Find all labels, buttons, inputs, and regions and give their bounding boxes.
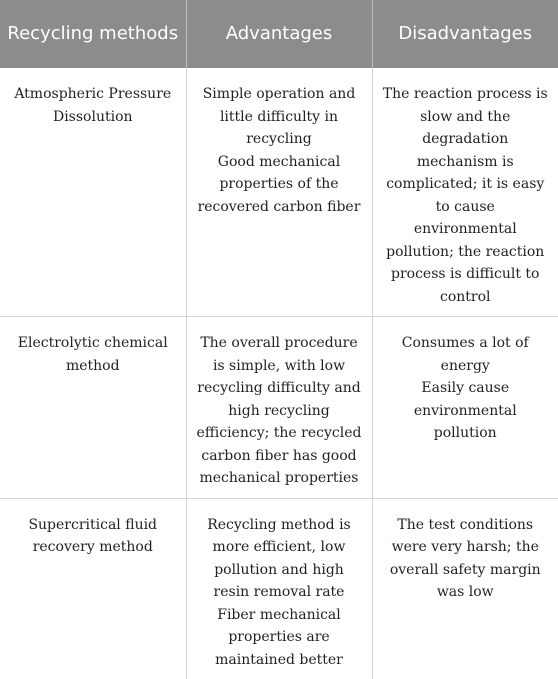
cell-text: Recycling method is more efficient, low pollution and high resin removal rate bbox=[207, 516, 351, 600]
advantages-cell bbox=[186, 317, 372, 499]
disadvantages-cell bbox=[372, 68, 558, 317]
header-advantages: Advantages bbox=[186, 0, 372, 68]
cell-text: Good mechanical properties of the recovered carbon fiber bbox=[197, 153, 361, 215]
table-row bbox=[0, 68, 558, 317]
cell-text: The test conditions were very harsh; the overall safety margin was low bbox=[389, 516, 541, 600]
cell-text: The reaction process is slow and the degradation mechanism is complicated; it is easy to cause environmental pollution; the reaction process is difficult to control bbox=[382, 86, 548, 305]
cell-text: Atmospheric Pressure Dissolution bbox=[14, 86, 172, 125]
method-cell bbox=[0, 317, 186, 499]
cell-text: Electrolytic chemical method bbox=[17, 335, 168, 374]
header-row bbox=[0, 0, 558, 68]
table-row bbox=[0, 317, 558, 499]
cell-text: Fiber mechanical properties are maintained better bbox=[215, 606, 343, 668]
method-cell bbox=[0, 68, 186, 317]
header-recycling-methods: Recycling methods bbox=[0, 0, 186, 68]
cell-text: Easily cause environmental pollution bbox=[413, 380, 517, 441]
cell-text: The overall procedure is simple, with low recycling difficulty and high recycling efficiency; the recycled carbon fiber has good mechanical properties bbox=[196, 335, 362, 486]
header-disadvantages: Disadvantages bbox=[372, 0, 558, 68]
cell-text: Supercritical fluid recovery method bbox=[28, 516, 158, 555]
cell-text: Consumes a lot of energy bbox=[401, 335, 529, 374]
advantages-cell bbox=[186, 68, 372, 317]
table-header bbox=[0, 0, 558, 68]
disadvantages-cell bbox=[372, 317, 558, 499]
cell-text: Simple operation and little difficulty in recycling bbox=[202, 86, 356, 147]
table-body bbox=[0, 68, 558, 679]
